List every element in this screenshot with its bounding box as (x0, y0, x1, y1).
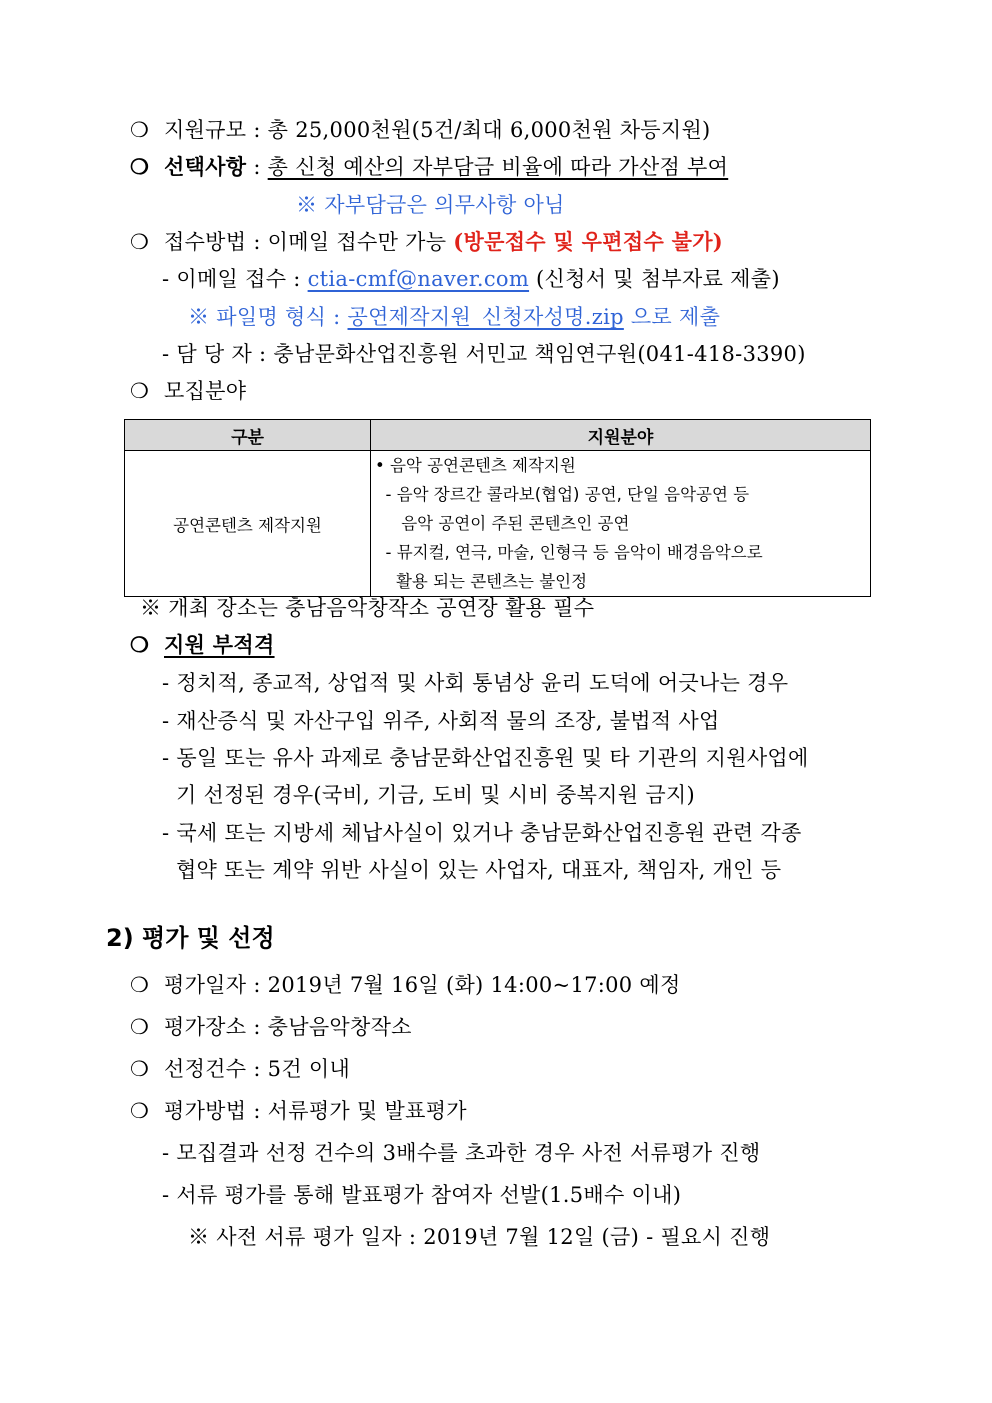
table-cell-details (371, 451, 871, 597)
detail-line: - 음악 장르간 콜라보(협업) 공연, 단일 음악공연 등 (375, 485, 750, 504)
venue-note: ※ 개최 장소는 충남음악창작소 공연장 활용 필수 (140, 596, 595, 620)
eval-date-text: 평가일자 : 2019년 7월 16일 (화) 14:00~17:00 예정 (164, 973, 681, 997)
contact-line: - 담 당 자 : 충남문화산업진흥원 서민교 책임연구원(041-418-3390) (162, 342, 806, 366)
detail-line: 음악 공연이 주된 콘텐츠인 공연 (375, 514, 630, 533)
eval-sub-item: - 모집결과 선정 건수의 3배수를 초과한 경우 사전 서류평가 진행 (162, 1141, 761, 1165)
ineligible-item: 협약 또는 계약 위반 사실이 있는 사업자, 대표자, 책임자, 개인 등 (162, 858, 782, 882)
scale-text: 지원규모 : 총 25,000천원(5건/최대 6,000천원 차등지원) (164, 118, 711, 142)
eval-date-line (130, 971, 681, 999)
option-line (130, 153, 728, 181)
filename-prefix: ※ 파일명 형식 : (188, 305, 348, 329)
table-header-row (125, 420, 871, 451)
filename-value: 공연제작지원_신청자성명.zip (347, 305, 624, 329)
bullet-icon: ❍ (130, 1015, 150, 1039)
ineligible-title-line (130, 631, 275, 659)
field-line (130, 377, 246, 405)
detail-line: 활용 되는 콘텐츠는 불인정 (375, 572, 588, 591)
eval-sub-item: - 서류 평가를 통해 발표평가 참여자 선발(1.5배수 이내) (162, 1183, 682, 1207)
scale-line (130, 116, 711, 144)
bullet-icon: ❍ (130, 118, 150, 142)
table-row (125, 451, 871, 597)
table-cell-category: 공연콘텐츠 제작지원 (125, 451, 371, 597)
option-text: 총 신청 예산의 자부담금 비율에 따라 가산점 부여 (267, 155, 729, 179)
option-label: 선택사항 (164, 154, 247, 179)
ineligible-item: - 정치적, 종교적, 상업적 및 사회 통념상 윤리 도덕에 어긋나는 경우 (162, 671, 789, 695)
ineligible-item: - 국세 또는 지방세 체납사실이 있거나 충남문화산업진흥원 관련 각종 (162, 821, 802, 845)
receipt-line (130, 228, 723, 256)
recruit-table (124, 419, 871, 597)
eval-place-line (130, 1013, 412, 1041)
bullet-icon: ❍ (130, 1099, 150, 1123)
table-header-category: 구분 (125, 420, 371, 451)
table-header-field: 지원분야 (371, 420, 871, 451)
bullet-icon: ❍ (130, 230, 150, 254)
email-link[interactable]: ctia-cmf@naver.com (307, 267, 530, 291)
receipt-text: 접수방법 : 이메일 접수만 가능 (164, 230, 454, 254)
bullet-icon: ❍ (130, 1057, 150, 1081)
eval-method-text: 평가방법 : 서류평가 및 발표평가 (164, 1099, 467, 1123)
bullet-icon: ❍ (130, 154, 150, 179)
selection-count-text: 선정건수 : 5건 이내 (164, 1057, 351, 1081)
detail-line: • 음악 공연콘텐츠 제작지원 (375, 456, 576, 475)
section2-heading: 2) 평가 및 선정 (106, 924, 275, 952)
ineligible-item: - 동일 또는 유사 과제로 충남문화산업진흥원 및 타 기관의 지원사업에 (162, 746, 809, 770)
eval-method-line (130, 1097, 467, 1125)
field-text: 모집분야 (164, 379, 247, 403)
bullet-icon: ❍ (130, 632, 150, 657)
filename-line (188, 303, 720, 331)
eval-sub-note: ※ 사전 서류 평가 일자 : 2019년 7월 12일 (금) - 필요시 진행 (188, 1225, 771, 1249)
selection-count-line (130, 1055, 350, 1083)
option-note: ※ 자부담금은 의무사항 아님 (296, 193, 565, 217)
option-sep: : (246, 155, 268, 179)
ineligible-title-text: 지원 부적격 (164, 632, 275, 657)
bullet-icon: ❍ (130, 379, 150, 403)
bullet-icon: ❍ (130, 973, 150, 997)
ineligible-item: 기 선정된 경우(국비, 기금, 도비 및 시비 중복지원 금지) (162, 783, 695, 807)
filename-suffix: 으로 제출 (623, 305, 721, 329)
email-suffix: (신청서 및 첨부자료 제출) (529, 267, 780, 291)
email-line (162, 265, 780, 293)
ineligible-item: - 재산증식 및 자산구입 위주, 사회적 물의 조장, 불법적 사업 (162, 709, 720, 733)
ineligible-title (130, 632, 275, 657)
detail-line: - 뮤지컬, 연극, 마술, 인형극 등 음악이 배경음악으로 (375, 543, 763, 562)
eval-place-text: 평가장소 : 충남음악창작소 (164, 1015, 412, 1039)
email-prefix: - 이메일 접수 : (162, 267, 308, 291)
receipt-warning: (방문접수 및 우편접수 불가) (453, 229, 724, 254)
